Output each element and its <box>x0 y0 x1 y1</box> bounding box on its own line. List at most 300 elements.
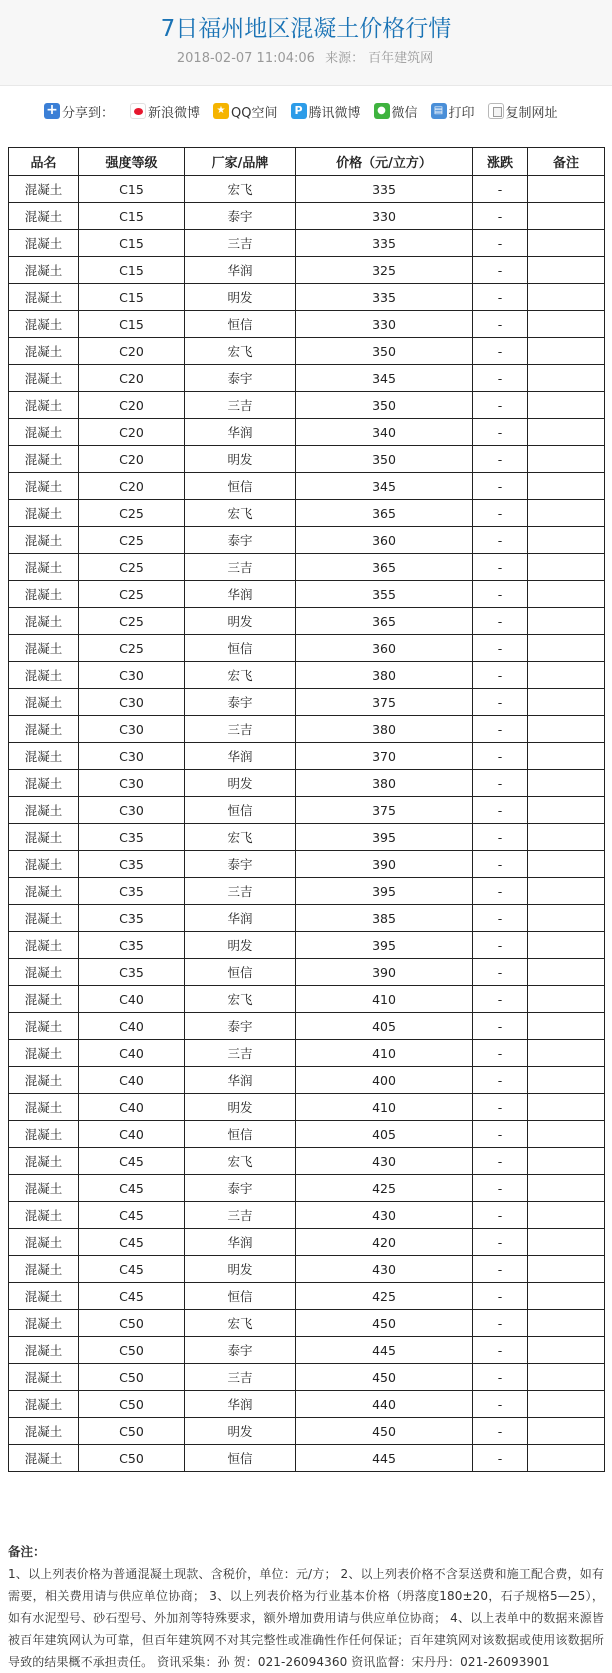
share-sina-weibo-button[interactable]: 新浪微博 <box>130 102 200 121</box>
cell-change: - <box>473 851 528 878</box>
cell-remarks <box>528 1229 605 1256</box>
cell-price: 380 <box>296 770 473 797</box>
cell-product-name: 混凝土 <box>9 959 79 986</box>
cell-product-name: 混凝土 <box>9 1202 79 1229</box>
cell-change: - <box>473 1067 528 1094</box>
cell-product-name: 混凝土 <box>9 554 79 581</box>
cell-product-name: 混凝土 <box>9 473 79 500</box>
cell-change: - <box>473 203 528 230</box>
cell-strength-grade: C45 <box>79 1283 185 1310</box>
cell-product-name: 混凝土 <box>9 986 79 1013</box>
cell-manufacturer: 三吉 <box>185 1040 296 1067</box>
cell-manufacturer: 泰宇 <box>185 527 296 554</box>
share-wechat-button[interactable]: ● 微信 <box>374 102 418 121</box>
cell-strength-grade: C40 <box>79 986 185 1013</box>
cell-remarks <box>528 716 605 743</box>
cell-manufacturer: 宏飞 <box>185 500 296 527</box>
cell-remarks <box>528 1391 605 1418</box>
cell-change: - <box>473 959 528 986</box>
cell-product-name: 混凝土 <box>9 203 79 230</box>
share-label: + 分享到： <box>44 102 114 121</box>
table-row <box>9 716 605 743</box>
cell-remarks <box>528 284 605 311</box>
table-header-row <box>9 148 605 176</box>
cell-remarks <box>528 662 605 689</box>
cell-change: - <box>473 446 528 473</box>
cell-strength-grade: C50 <box>79 1310 185 1337</box>
cell-strength-grade: C15 <box>79 203 185 230</box>
cell-remarks <box>528 1364 605 1391</box>
cell-manufacturer: 三吉 <box>185 1364 296 1391</box>
cell-strength-grade: C50 <box>79 1391 185 1418</box>
cell-price: 425 <box>296 1283 473 1310</box>
cell-price: 350 <box>296 338 473 365</box>
cell-remarks <box>528 1175 605 1202</box>
cell-strength-grade: C35 <box>79 932 185 959</box>
cell-strength-grade: C25 <box>79 608 185 635</box>
table-row <box>9 608 605 635</box>
table-row <box>9 932 605 959</box>
cell-price: 395 <box>296 824 473 851</box>
cell-manufacturer: 恒信 <box>185 797 296 824</box>
cell-manufacturer: 三吉 <box>185 1202 296 1229</box>
cell-manufacturer: 恒信 <box>185 635 296 662</box>
cell-remarks <box>528 500 605 527</box>
cell-remarks <box>528 905 605 932</box>
cell-change: - <box>473 1148 528 1175</box>
cell-change: - <box>473 1013 528 1040</box>
cell-strength-grade: C45 <box>79 1256 185 1283</box>
table-row <box>9 419 605 446</box>
cell-strength-grade: C15 <box>79 230 185 257</box>
cell-price: 410 <box>296 986 473 1013</box>
cell-change: - <box>473 986 528 1013</box>
cell-manufacturer: 华润 <box>185 1067 296 1094</box>
cell-product-name: 混凝土 <box>9 446 79 473</box>
table-row <box>9 1337 605 1364</box>
notes-body: 1、以上列表价格为普通混凝土现款、含税价，单位：元/方； 2、以上列表价格不含泵送费和施工配合费，如有需要，相关费用请与供应单位协商； 3、以上列表价格为行业基本价格（坍落度180±20，石子规格5—25），如有水泥型号、砂石型号、外加剂等特殊要求，额外增加费用请与供应单位协商； 4、以上表单中的数据来源皆被百年建筑网认为可靠，但百年建筑网不对其完整性或准确性作任何保证；百年建筑网对该数据或使用该数据所导致的结果概不承担责任。 资讯采集：孙 贺：021-26094360 资讯监督：宋丹丹：021-26093901 <box>8 1567 604 1669</box>
cell-price: 375 <box>296 689 473 716</box>
table-row <box>9 743 605 770</box>
cell-change: - <box>473 473 528 500</box>
cell-change: - <box>473 230 528 257</box>
cell-change: - <box>473 608 528 635</box>
cell-strength-grade: C40 <box>79 1094 185 1121</box>
cell-strength-grade: C30 <box>79 743 185 770</box>
cell-change: - <box>473 662 528 689</box>
cell-product-name: 混凝土 <box>9 608 79 635</box>
cell-price: 330 <box>296 311 473 338</box>
cell-product-name: 混凝土 <box>9 932 79 959</box>
cell-price: 385 <box>296 905 473 932</box>
cell-strength-grade: C25 <box>79 581 185 608</box>
cell-price: 390 <box>296 959 473 986</box>
source-name: 百年建筑网 <box>368 51 434 66</box>
cell-strength-grade: C20 <box>79 446 185 473</box>
price-table-body <box>9 176 605 1472</box>
cell-change: - <box>473 932 528 959</box>
table-row <box>9 689 605 716</box>
cell-price: 450 <box>296 1364 473 1391</box>
cell-remarks <box>528 635 605 662</box>
publish-datetime: 2018-02-07 11:04:06 <box>176 51 315 66</box>
cell-remarks <box>528 1094 605 1121</box>
cell-price: 335 <box>296 176 473 203</box>
cell-change: - <box>473 1337 528 1364</box>
cell-change: - <box>473 1364 528 1391</box>
cell-remarks <box>528 1202 605 1229</box>
cell-product-name: 混凝土 <box>9 662 79 689</box>
table-row <box>9 1013 605 1040</box>
table-row <box>9 284 605 311</box>
table-row <box>9 986 605 1013</box>
cell-change: - <box>473 797 528 824</box>
cell-change: - <box>473 1445 528 1472</box>
cell-change: - <box>473 635 528 662</box>
table-row <box>9 851 605 878</box>
cell-remarks <box>528 419 605 446</box>
cell-price: 445 <box>296 1445 473 1472</box>
cell-change: - <box>473 770 528 797</box>
cell-change: - <box>473 1040 528 1067</box>
table-row <box>9 230 605 257</box>
cell-product-name: 混凝土 <box>9 365 79 392</box>
cell-strength-grade: C50 <box>79 1337 185 1364</box>
cell-manufacturer: 华润 <box>185 257 296 284</box>
cell-manufacturer: 宏飞 <box>185 986 296 1013</box>
share-bar <box>44 100 571 122</box>
cell-manufacturer: 华润 <box>185 419 296 446</box>
cell-strength-grade: C20 <box>79 419 185 446</box>
cell-strength-grade: C50 <box>79 1418 185 1445</box>
cell-remarks <box>528 608 605 635</box>
cell-product-name: 混凝土 <box>9 1175 79 1202</box>
cell-change: - <box>473 392 528 419</box>
cell-price: 445 <box>296 1337 473 1364</box>
copy-link-button[interactable]: 复制网址 <box>488 102 558 121</box>
table-row <box>9 959 605 986</box>
cell-price: 330 <box>296 203 473 230</box>
cell-product-name: 混凝土 <box>9 716 79 743</box>
cell-strength-grade: C40 <box>79 1067 185 1094</box>
cell-strength-grade: C15 <box>79 257 185 284</box>
cell-remarks <box>528 1148 605 1175</box>
cell-price: 365 <box>296 554 473 581</box>
cell-change: - <box>473 311 528 338</box>
header-product-name: 品名 <box>9 148 79 176</box>
cell-remarks <box>528 959 605 986</box>
table-row <box>9 176 605 203</box>
cell-remarks <box>528 1283 605 1310</box>
cell-remarks <box>528 1067 605 1094</box>
cell-product-name: 混凝土 <box>9 689 79 716</box>
cell-strength-grade: C20 <box>79 392 185 419</box>
cell-strength-grade: C50 <box>79 1445 185 1472</box>
notes-title: 备注： <box>8 1544 46 1559</box>
cell-manufacturer: 宏飞 <box>185 1310 296 1337</box>
cell-manufacturer: 宏飞 <box>185 1148 296 1175</box>
cell-strength-grade: C35 <box>79 905 185 932</box>
cell-strength-grade: C20 <box>79 473 185 500</box>
table-row <box>9 311 605 338</box>
table-row <box>9 500 605 527</box>
cell-strength-grade: C50 <box>79 1364 185 1391</box>
table-row <box>9 635 605 662</box>
cell-manufacturer: 华润 <box>185 743 296 770</box>
tencent-weibo-icon: P <box>291 103 307 119</box>
cell-strength-grade: C40 <box>79 1040 185 1067</box>
cell-product-name: 混凝土 <box>9 257 79 284</box>
cell-change: - <box>473 257 528 284</box>
cell-strength-grade: C30 <box>79 662 185 689</box>
cell-remarks <box>528 392 605 419</box>
cell-manufacturer: 华润 <box>185 581 296 608</box>
table-row <box>9 338 605 365</box>
cell-manufacturer: 泰宇 <box>185 689 296 716</box>
table-row <box>9 905 605 932</box>
table-row <box>9 1040 605 1067</box>
cell-change: - <box>473 500 528 527</box>
cell-product-name: 混凝土 <box>9 392 79 419</box>
table-row <box>9 392 605 419</box>
cell-remarks <box>528 176 605 203</box>
cell-manufacturer: 明发 <box>185 770 296 797</box>
cell-strength-grade: C45 <box>79 1148 185 1175</box>
cell-change: - <box>473 365 528 392</box>
cell-product-name: 混凝土 <box>9 1418 79 1445</box>
cell-change: - <box>473 743 528 770</box>
cell-price: 425 <box>296 1175 473 1202</box>
table-row <box>9 527 605 554</box>
cell-product-name: 混凝土 <box>9 527 79 554</box>
cell-price: 450 <box>296 1418 473 1445</box>
header-remarks: 备注 <box>528 148 605 176</box>
cell-price: 380 <box>296 662 473 689</box>
qzone-icon: ★ <box>213 103 229 119</box>
print-icon: ▤ <box>431 103 447 119</box>
cell-remarks <box>528 230 605 257</box>
cell-manufacturer: 三吉 <box>185 392 296 419</box>
cell-strength-grade: C45 <box>79 1202 185 1229</box>
cell-remarks <box>528 527 605 554</box>
cell-manufacturer: 宏飞 <box>185 338 296 365</box>
cell-manufacturer: 泰宇 <box>185 1175 296 1202</box>
cell-strength-grade: C35 <box>79 959 185 986</box>
cell-manufacturer: 恒信 <box>185 473 296 500</box>
table-row <box>9 1229 605 1256</box>
cell-strength-grade: C40 <box>79 1121 185 1148</box>
article-header <box>0 0 612 86</box>
wechat-icon: ● <box>374 103 390 119</box>
table-row <box>9 1283 605 1310</box>
cell-remarks <box>528 473 605 500</box>
cell-manufacturer: 恒信 <box>185 311 296 338</box>
cell-manufacturer: 华润 <box>185 905 296 932</box>
cell-price: 405 <box>296 1121 473 1148</box>
cell-remarks <box>528 338 605 365</box>
cell-remarks <box>528 851 605 878</box>
cell-product-name: 混凝土 <box>9 1148 79 1175</box>
notes-section <box>8 1541 604 1673</box>
cell-product-name: 混凝土 <box>9 1229 79 1256</box>
cell-strength-grade: C30 <box>79 770 185 797</box>
cell-strength-grade: C20 <box>79 338 185 365</box>
table-row <box>9 770 605 797</box>
print-button[interactable]: ▤ 打印 <box>431 102 475 121</box>
cell-strength-grade: C40 <box>79 1013 185 1040</box>
cell-manufacturer: 明发 <box>185 1094 296 1121</box>
cell-product-name: 混凝土 <box>9 1013 79 1040</box>
table-row <box>9 365 605 392</box>
cell-remarks <box>528 1256 605 1283</box>
cell-change: - <box>473 716 528 743</box>
cell-price: 395 <box>296 878 473 905</box>
cell-strength-grade: C25 <box>79 500 185 527</box>
cell-product-name: 混凝土 <box>9 1445 79 1472</box>
table-row <box>9 446 605 473</box>
cell-remarks <box>528 743 605 770</box>
table-row <box>9 1148 605 1175</box>
share-tencent-weibo-button[interactable]: P 腾讯微博 <box>291 102 361 121</box>
cell-price: 365 <box>296 608 473 635</box>
table-row <box>9 554 605 581</box>
cell-remarks <box>528 203 605 230</box>
cell-change: - <box>473 1256 528 1283</box>
cell-change: - <box>473 1175 528 1202</box>
cell-product-name: 混凝土 <box>9 824 79 851</box>
table-row <box>9 203 605 230</box>
cell-strength-grade: C45 <box>79 1229 185 1256</box>
cell-remarks <box>528 1310 605 1337</box>
source-label: 来源： 百年建筑网 <box>325 51 434 66</box>
cell-manufacturer: 明发 <box>185 446 296 473</box>
cell-remarks <box>528 1040 605 1067</box>
cell-change: - <box>473 581 528 608</box>
cell-manufacturer: 三吉 <box>185 230 296 257</box>
table-row <box>9 257 605 284</box>
cell-change: - <box>473 1121 528 1148</box>
cell-price: 390 <box>296 851 473 878</box>
cell-price: 325 <box>296 257 473 284</box>
cell-manufacturer: 明发 <box>185 608 296 635</box>
price-table <box>8 147 605 1472</box>
cell-strength-grade: C45 <box>79 1175 185 1202</box>
table-row <box>9 1310 605 1337</box>
cell-strength-grade: C25 <box>79 527 185 554</box>
table-row <box>9 581 605 608</box>
cell-manufacturer: 明发 <box>185 1256 296 1283</box>
cell-strength-grade: C35 <box>79 878 185 905</box>
cell-product-name: 混凝土 <box>9 1121 79 1148</box>
cell-manufacturer: 泰宇 <box>185 1013 296 1040</box>
cell-remarks <box>528 878 605 905</box>
cell-price: 440 <box>296 1391 473 1418</box>
share-qzone-button[interactable]: ★ QQ空间 <box>213 102 277 121</box>
cell-strength-grade: C15 <box>79 176 185 203</box>
table-row <box>9 1094 605 1121</box>
table-row <box>9 1067 605 1094</box>
cell-product-name: 混凝土 <box>9 176 79 203</box>
cell-product-name: 混凝土 <box>9 338 79 365</box>
cell-price: 375 <box>296 797 473 824</box>
cell-product-name: 混凝土 <box>9 743 79 770</box>
table-row <box>9 1202 605 1229</box>
table-row <box>9 824 605 851</box>
cell-remarks <box>528 932 605 959</box>
cell-remarks <box>528 1121 605 1148</box>
cell-price: 405 <box>296 1013 473 1040</box>
sina-weibo-icon <box>130 103 146 119</box>
table-row <box>9 662 605 689</box>
cell-change: - <box>473 1202 528 1229</box>
cell-price: 350 <box>296 446 473 473</box>
cell-manufacturer: 泰宇 <box>185 851 296 878</box>
cell-manufacturer: 恒信 <box>185 1445 296 1472</box>
cell-change: - <box>473 1283 528 1310</box>
page-title: 7日福州地区混凝土价格行情 <box>160 16 452 42</box>
cell-product-name: 混凝土 <box>9 311 79 338</box>
cell-change: - <box>473 338 528 365</box>
cell-change: - <box>473 824 528 851</box>
cell-manufacturer: 宏飞 <box>185 176 296 203</box>
cell-price: 430 <box>296 1148 473 1175</box>
cell-remarks <box>528 311 605 338</box>
cell-manufacturer: 恒信 <box>185 959 296 986</box>
cell-product-name: 混凝土 <box>9 1337 79 1364</box>
cell-product-name: 混凝土 <box>9 1364 79 1391</box>
table-row <box>9 1391 605 1418</box>
cell-remarks <box>528 986 605 1013</box>
article-meta <box>0 50 612 68</box>
plus-icon: + <box>44 103 60 119</box>
cell-price: 395 <box>296 932 473 959</box>
cell-change: - <box>473 689 528 716</box>
cell-price: 335 <box>296 230 473 257</box>
cell-change: - <box>473 1391 528 1418</box>
header-manufacturer: 厂家/品牌 <box>185 148 296 176</box>
cell-product-name: 混凝土 <box>9 878 79 905</box>
cell-product-name: 混凝土 <box>9 230 79 257</box>
cell-strength-grade: C15 <box>79 284 185 311</box>
cell-remarks <box>528 581 605 608</box>
cell-remarks <box>528 365 605 392</box>
cell-price: 420 <box>296 1229 473 1256</box>
cell-remarks <box>528 1337 605 1364</box>
cell-change: - <box>473 176 528 203</box>
cell-product-name: 混凝土 <box>9 797 79 824</box>
cell-change: - <box>473 878 528 905</box>
cell-strength-grade: C20 <box>79 365 185 392</box>
cell-price: 335 <box>296 284 473 311</box>
cell-remarks <box>528 446 605 473</box>
cell-product-name: 混凝土 <box>9 1094 79 1121</box>
cell-manufacturer: 泰宇 <box>185 203 296 230</box>
cell-strength-grade: C35 <box>79 824 185 851</box>
cell-price: 355 <box>296 581 473 608</box>
cell-price: 450 <box>296 1310 473 1337</box>
cell-price: 365 <box>296 500 473 527</box>
cell-strength-grade: C35 <box>79 851 185 878</box>
cell-remarks <box>528 1418 605 1445</box>
cell-price: 340 <box>296 419 473 446</box>
cell-manufacturer: 恒信 <box>185 1121 296 1148</box>
cell-change: - <box>473 554 528 581</box>
cell-price: 360 <box>296 527 473 554</box>
cell-remarks <box>528 257 605 284</box>
cell-product-name: 混凝土 <box>9 1283 79 1310</box>
table-row <box>9 1256 605 1283</box>
table-row <box>9 1364 605 1391</box>
